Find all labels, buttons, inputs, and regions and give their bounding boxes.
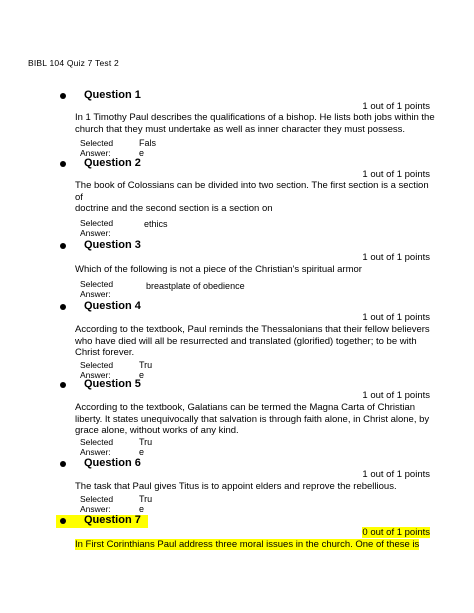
bullet-icon (60, 243, 66, 249)
question-title: Question 6 (84, 457, 141, 469)
question-title: Question 1 (84, 89, 141, 101)
points-label: 1 out of 1 points (362, 390, 430, 401)
question-5 (0, 378, 474, 457)
question-2 (0, 157, 474, 238)
question-text: In 1 Timothy Paul describes the qualifications of a bishop. He lists both jobs within the church that they must undertake as well as inner character they must possess. (75, 112, 435, 135)
selected-answer: Tru e (139, 437, 153, 457)
selected-answer-label: Selected Answer: (80, 138, 114, 158)
document-title: BIBL 104 Quiz 7 Test 2 (28, 58, 119, 68)
points-label: 1 out of 1 points (362, 252, 430, 263)
selected-answer-label: Selected Answer: (80, 360, 114, 380)
bullet-icon (60, 518, 66, 524)
selected-answer-label: Selected Answer: (80, 494, 114, 514)
selected-answer-label: Selected Answer: (80, 437, 114, 457)
question-text: Which of the following is not a piece of the Christian's spiritual armor (75, 264, 362, 275)
bullet-icon (60, 93, 66, 99)
bullet-icon (60, 461, 66, 467)
question-title: Question 2 (84, 157, 141, 169)
question-6 (0, 457, 474, 514)
points-label: 1 out of 1 points (362, 469, 430, 480)
points-label: 0 out of 1 points (362, 527, 430, 538)
selected-answer: ethics (144, 219, 168, 229)
question-title: Question 4 (84, 300, 141, 312)
points-label: 1 out of 1 points (362, 312, 430, 323)
bullet-icon (60, 382, 66, 388)
question-text: In First Corinthians Paul address three moral issues in the church. One of these is (75, 539, 420, 550)
selected-answer: breastplate of obedience (146, 281, 245, 291)
selected-answer-label: Selected Answer: (80, 218, 114, 238)
question-1 (0, 89, 474, 158)
points-label: 1 out of 1 points (362, 169, 430, 180)
question-title: Question 7 (84, 514, 141, 526)
selected-answer-label: Selected Answer: (80, 279, 114, 299)
points-label: 1 out of 1 points (362, 101, 430, 112)
bullet-icon (60, 304, 66, 310)
selected-answer: Tru e (139, 360, 153, 380)
selected-answer: Fals e (139, 138, 157, 158)
selected-answer: Tru e (139, 494, 153, 514)
question-text: The task that Paul gives Titus is to appoint elders and reprove the rebellious. (75, 481, 397, 492)
question-3 (0, 239, 474, 299)
question-7 (0, 514, 474, 550)
question-4 (0, 300, 474, 380)
question-text: According to the textbook, Paul reminds the Thessalonians that their fellow believers who have died will all be resurrected and translated (glorified) together; to be with Christ forever. (75, 324, 430, 358)
bullet-icon (60, 161, 66, 167)
question-text: According to the textbook, Galatians can be termed the Magna Carta of Christian liberty. It states unequivocally that salvation is through faith alone, in Christ alone, by grace alone, without works of any kind. (75, 402, 430, 436)
question-text: The book of Colossians can be divided into two section. The first section is a section of doctrine and the second section is a section on (75, 180, 429, 214)
question-title: Question 3 (84, 239, 141, 251)
question-title: Question 5 (84, 378, 141, 390)
